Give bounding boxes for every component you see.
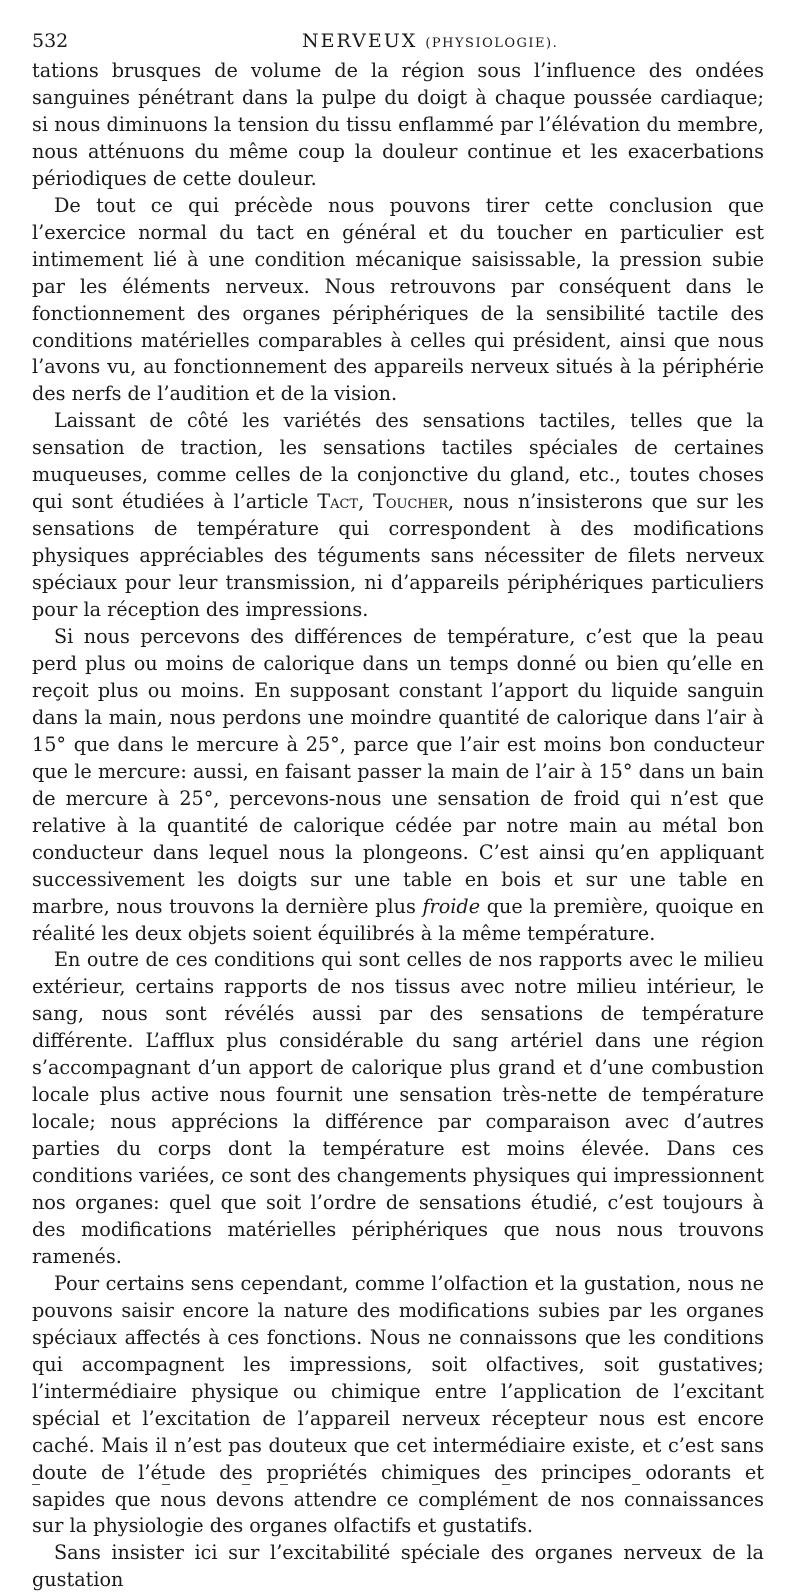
paragraph-text-segment: Si nous percevons des différences de température, c’est que la peau perd plus ou moins de calorique dans un temps donné ou bien qu’elle en reçoit plus ou moins. En supposant constant l’apport du liquide sanguin dans la main, nous perdons une moindre quantité de calorique dans l’air à 15° que dans le mercure à 25°, parce que l’air est moins bon conducteur que le mercure: aussi, en faisant passer la main de l’air à 15° dans un bain de mercure à 25°, percevons-nous une sensation de froid qui n’est que relative à la quantité de calorique cédée par notre main au métal bon conducteur dans lequel nous la plongeons. C’est ainsi qu’en appliquant successivement les doigts sur une table en bois et sur une table en marbre, nous trouvons la dernière plus xyxy=(32,625,764,918)
footer-marks xyxy=(32,1484,764,1488)
paragraph-heat-loss xyxy=(32,624,764,947)
footer-mark xyxy=(632,1484,640,1485)
paragraph-tact-conclusion: De tout ce qui précède nous pouvons tirer cette conclusion que l’exercice normal du tact en général et du toucher en particulier est intimement lié à une condition mécanique saisissable, la pression subie par les éléments nerveux. Nous retrouvons par conséquent dans le fonctionnement des organes périphériques de la sensibilité tactile des conditions matérielles comparables à celles qui président, ainsi que nous l’avons vu, au fonctionnement des appareils nerveux situés à la périphérie des nerfs de l’audition et de la vision. xyxy=(32,193,764,406)
paragraph-text-segment: Laissant de côté les variétés des sensations tactiles, telles que la sensation de traction, les sensations tactiles spéciales de certaines muqueuses, comme celles de la conjonctive du gland, etc., toutes choses qui sont étudiées à l’article xyxy=(32,409,764,514)
footer-mark xyxy=(32,1484,40,1485)
paragraph-temperature-sensations xyxy=(32,408,764,624)
emphasis-froide: froide xyxy=(422,894,481,918)
paragraph-internal-milieu: En outre de ces conditions qui sont celles de nos rapports avec le milieu extérieur, certains rapports de nos tissus avec notre milieu intérieur, le sang, nous sont révélés aussi par des sensations de température différente. L’afflux plus considérable du sang artériel dans une région s’accompagnant d’un apport de calorique plus grand et d’une combustion locale plus active nous fournit une sensation très-nette de température locale; nous apprécions la différence par comparaison avec d’autres parties du corps dont la température est moins élevée. Dans ces conditions variées, ce sont des changements physiques qui impressionnent nos organes: quel que soit l’ordre de sensations étudié, c’est toujours à des modifications matérielles périphériques que nous nous trouvons ramenés. xyxy=(32,948,764,1268)
running-title-main: NERVEUX xyxy=(302,30,418,52)
cross-reference-toucher: Toucher xyxy=(373,490,449,514)
paragraph-text-segment: , nous n’insisterons que sur les sensations de température qui correspondent à des modifications physiques appréciables des téguments sans nécessiter de filets nerveux spéciaux pour leur transmission, ni d’appareils périphériques particuliers pour la réception des impressions. xyxy=(32,490,764,622)
paragraph-gustation-start: Sans insister ici sur l’excitabilité spéciale des organes nerveux de la gustation xyxy=(32,1541,764,1592)
running-header xyxy=(32,26,764,56)
body-text xyxy=(32,58,764,1594)
paragraph-olfaction-gustation: Pour certains sens cependant, comme l’olfaction et la gustation, nous ne pouvons saisir encore la nature des modifications subies par les organes spéciaux affectés à ces fonctions. Nous ne connaissons que les conditions qui accompagnent les impressions, soit olfactives, soit gustatives; l’intermédiaire physique ou chimique entre l’application de l’excitant spécial et l’excitation de l’appareil nerveux récepteur nous est encore caché. Mais il n’est pas douteux que cet intermédiaire existe, et c’est sans doute de l’étude des propriétés chimiques des principes odorants et sapides que nous devons attendre ce complément de nos connaissances sur la physiologie des organes olfactifs et gustatifs. xyxy=(32,1271,764,1538)
running-title-subtitle: (PHYSIOLOGIE). xyxy=(425,36,559,51)
footer-mark xyxy=(162,1484,170,1485)
cross-reference-tact: Tact xyxy=(317,490,359,514)
footer-mark xyxy=(502,1484,510,1485)
paragraph-text-segment: que la première, quoique en réalité les deux objets soient équilibrés à la même température. xyxy=(32,894,764,945)
paragraph-continued: tations brusques de volume de la région sous l’influence des ondées sanguines pénétrant dans la pulpe du doigt à chaque poussée cardiaque; si nous diminuons la tension du tissu enflammé par l’élévation du membre, nous atténuons du même coup la douleur continue et les exacerbations périodiques de cette douleur. xyxy=(32,59,764,190)
footer-mark xyxy=(242,1484,250,1485)
footer-mark xyxy=(280,1484,288,1485)
page-number: 532 xyxy=(32,30,69,52)
footer-mark xyxy=(432,1484,440,1485)
paragraph-text-segment: , xyxy=(358,490,374,514)
running-title xyxy=(302,26,558,59)
